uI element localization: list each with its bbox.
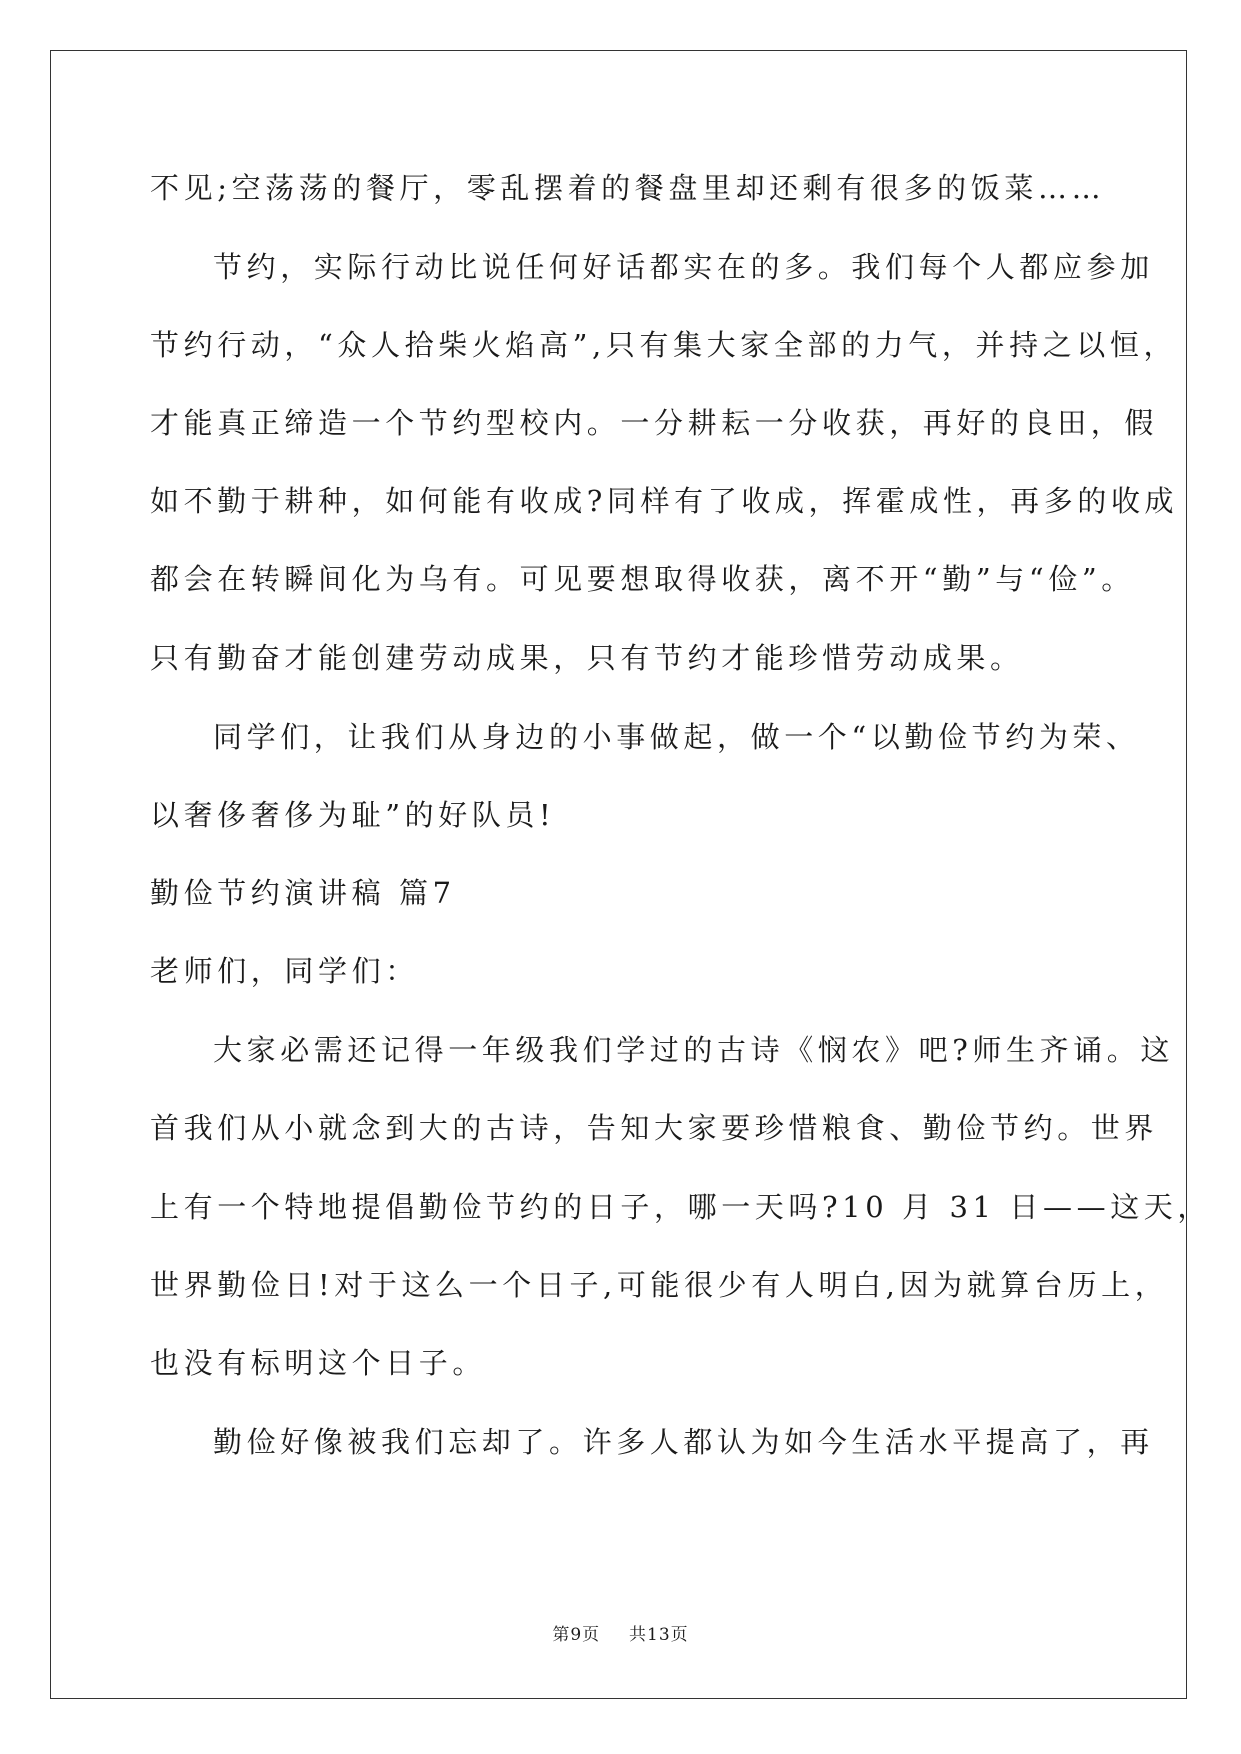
text-line: 世界勤俭日!对于这么一个日子,可能很少有人明白,因为就算台历上， xyxy=(150,1268,1169,1302)
salutation-line: 老师们，同学们： xyxy=(150,954,419,988)
text-line: 只有勤奋才能创建劳动成果，只有节约才能珍惜劳动成果。 xyxy=(150,641,1024,675)
paragraph-start-line: 勤俭好像被我们忘却了。许多人都认为如今生活水平提高了，再 xyxy=(213,1425,1154,1459)
page-footer xyxy=(0,1623,1241,1647)
text-line: 才能真正缔造一个节约型校内。一分耕耘一分收获，再好的良田，假 xyxy=(150,406,1159,440)
paragraph-start-line: 同学们，让我们从身边的小事做起，做一个“以勤俭节约为荣、 xyxy=(213,720,1140,754)
text-line: 首我们从小就念到大的古诗，告知大家要珍惜粮食、勤俭节约。世界 xyxy=(150,1111,1159,1145)
text-line: 也没有标明这个日子。 xyxy=(150,1346,487,1380)
page-total-label: 共13页 xyxy=(629,1625,689,1645)
page-number-label: 第9页 xyxy=(552,1625,601,1645)
section-heading: 勤俭节约演讲稿 篇7 xyxy=(150,876,456,910)
text-line: 如不勤于耕种，如何能有收成?同样有了收成，挥霍成性，再多的收成 xyxy=(150,484,1179,518)
paragraph-start-line: 节约，实际行动比说任何好话都实在的多。我们每个人都应参加 xyxy=(213,250,1154,284)
text-line: 节约行动，“众人拾柴火焰高”,只有集大家全部的力气，并持之以恒， xyxy=(150,328,1178,362)
text-line: 上有一个特地提倡勤俭节约的日子，哪一天吗?10 月 31 日——这天， xyxy=(150,1190,1212,1224)
paragraph-start-line: 大家必需还记得一年级我们学过的古诗《悯农》吧?师生齐诵。这 xyxy=(213,1033,1174,1067)
text-line: 以奢侈奢侈为耻”的好队员! xyxy=(150,798,556,832)
text-line: 都会在转瞬间化为乌有。可见要想取得收获，离不开“勤”与“俭”。 xyxy=(150,562,1135,596)
text-line: 不见;空荡荡的餐厅，零乱摆着的餐盘里却还剩有很多的饭菜…… xyxy=(150,171,1106,205)
